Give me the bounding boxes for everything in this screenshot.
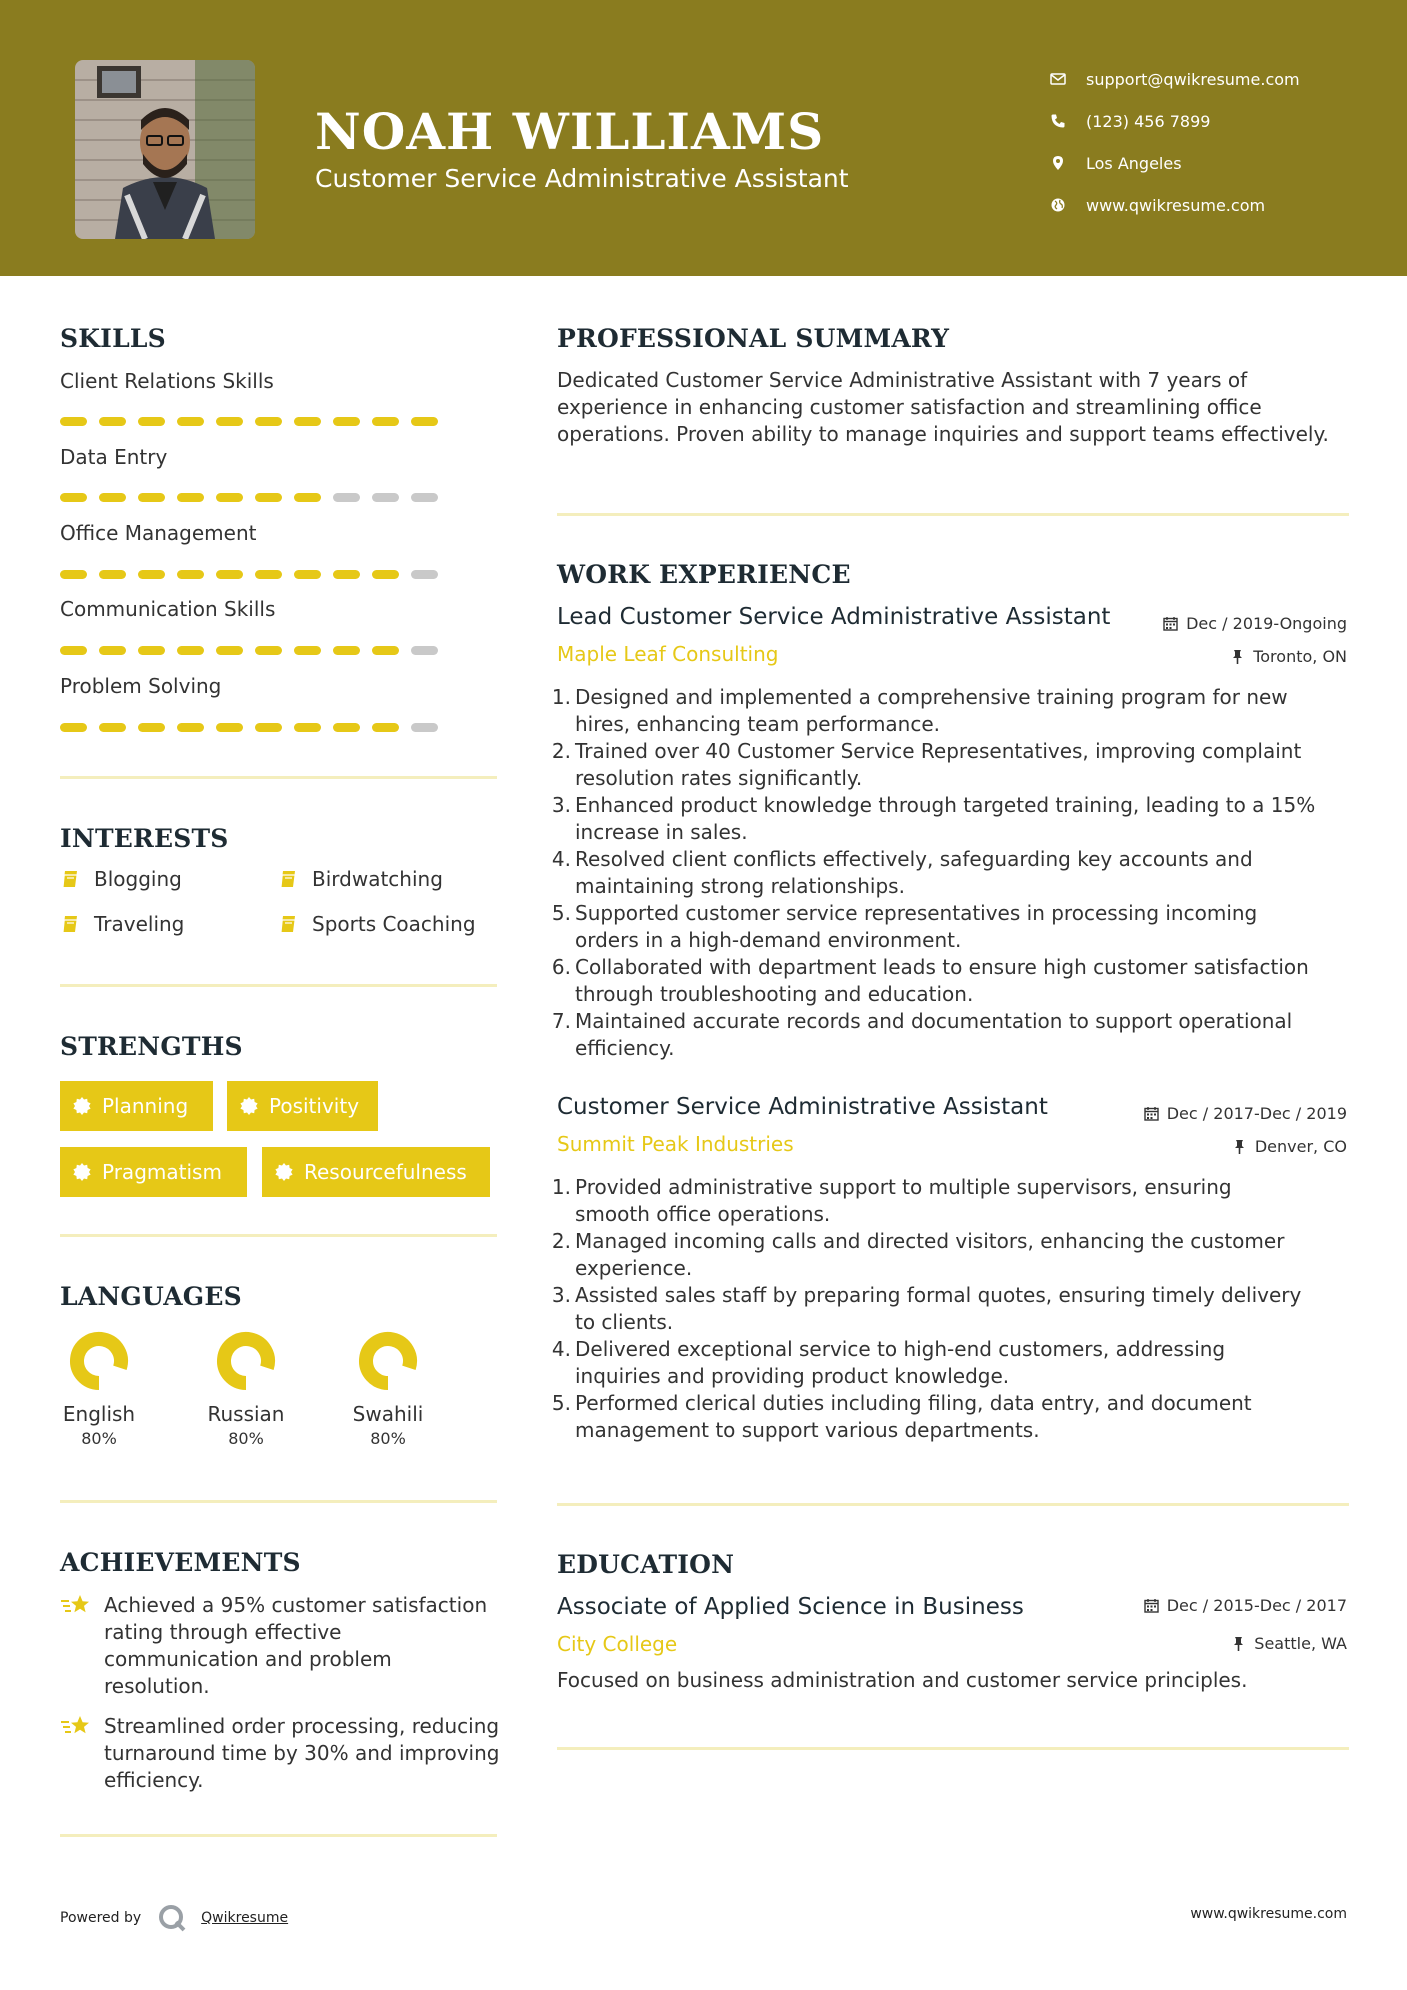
education-dates-text: Dec / 2015-Dec / 2017: [1166, 1596, 1347, 1615]
phone-icon: [1050, 113, 1086, 129]
languages-heading: LANGUAGES: [60, 1282, 242, 1311]
skill-dot-filled: [372, 723, 399, 732]
interest-item: [60, 867, 182, 891]
responsibility-item: 6. Collaborated with department leads to ensure high customer satisfaction through troubleshooting and education.: [551, 955, 1309, 1006]
strength-chip: [60, 1081, 213, 1131]
skill-dot-filled: [216, 723, 243, 732]
skill-dot-filled: [294, 417, 321, 426]
section-divider: [60, 984, 497, 987]
qwikresume-link[interactable]: Qwikresume: [201, 1910, 289, 1926]
language-progress-ring: [68, 1330, 130, 1392]
skill-dot-filled: [372, 646, 399, 655]
language-percent: 80%: [81, 1429, 117, 1448]
skill-dot-filled: [99, 723, 126, 732]
skill-dot-filled: [138, 417, 165, 426]
contact-website-text: www.qwikresume.com: [1086, 195, 1266, 215]
pushpin-icon: [1232, 1139, 1247, 1154]
responsibility-item: 3. Assisted sales staff by preparing formal quotes, ensuring timely delivery to clients.: [551, 1283, 1302, 1334]
job-responsibilities: [551, 684, 1351, 1062]
skill-dot-filled: [60, 493, 87, 502]
responsibility-item: 4. Delivered exceptional service to high-end customers, addressing inquiries and providing product knowledge.: [551, 1337, 1226, 1388]
skill-rating: [60, 570, 450, 579]
responsibility-item: 1. Provided administrative support to multiple supervisors, ensuring smooth office operations.: [551, 1175, 1232, 1226]
skill-dot-filled: [99, 493, 126, 502]
job-responsibilities: [551, 1174, 1351, 1444]
skill-dot-filled: [372, 417, 399, 426]
skill-dot-empty: [411, 570, 438, 579]
strength-label: Planning: [102, 1094, 189, 1118]
skill-dot-filled: [99, 570, 126, 579]
strength-label: Positivity: [269, 1094, 360, 1118]
skill-dot-filled: [138, 646, 165, 655]
achievement-item: [60, 1713, 500, 1794]
responsibility-item: 7. Maintained accurate records and documentation to support operational efficiency.: [551, 1009, 1293, 1060]
interest-item: [278, 867, 443, 891]
contact-list: [1050, 58, 1380, 226]
achievement-text: Streamlined order processing, reducing turnaround time by 30% and improving efficiency.: [104, 1714, 500, 1792]
strength-label: Pragmatism: [102, 1160, 222, 1184]
skill-dot-filled: [138, 723, 165, 732]
profile-photo-image: [75, 60, 255, 239]
job-location: [1230, 647, 1347, 666]
skill-dot-filled: [333, 646, 360, 655]
skill-dot-filled: [60, 417, 87, 426]
globe-icon: [1050, 197, 1086, 213]
skill-dot-filled: [177, 723, 204, 732]
book-icon: [60, 914, 80, 934]
calendar-icon: [1163, 616, 1178, 631]
job-title: Lead Customer Service Administrative Assistant: [557, 604, 1111, 630]
location-pin-icon: [1050, 155, 1086, 171]
job-dates-text: Dec / 2019-Ongoing: [1186, 614, 1347, 633]
responsibility-item: 5. Supported customer service representatives in processing incoming orders in a high-demand environment.: [551, 901, 1258, 952]
section-divider: [60, 1834, 497, 1837]
achievements-heading: ACHIEVEMENTS: [60, 1548, 301, 1577]
badge-icon: [72, 1162, 92, 1182]
language-progress-ring: [357, 1330, 419, 1392]
skill-dot-filled: [177, 417, 204, 426]
company-name: Summit Peak Industries: [557, 1132, 794, 1156]
calendar-icon: [1144, 1598, 1159, 1613]
responsibility-item: 3. Enhanced product knowledge through targeted training, leading to a 15% increase in sales.: [551, 793, 1316, 844]
section-divider: [557, 513, 1349, 516]
language-name: Russian: [207, 1402, 285, 1426]
responsibility-item: 1. Designed and implemented a comprehensive training program for new hires, enhancing team performance.: [551, 685, 1288, 736]
skill-dot-empty: [411, 723, 438, 732]
job-dates-text: Dec / 2017-Dec / 2019: [1166, 1104, 1347, 1123]
job-location-text: Toronto, ON: [1253, 647, 1347, 666]
responsibility-item: 4. Resolved client conflicts effectively, safeguarding key accounts and maintaining strong relationships.: [551, 847, 1253, 898]
skill-dot-filled: [177, 570, 204, 579]
achievement-item: [60, 1592, 500, 1700]
job-location: [1232, 1137, 1347, 1156]
education-location: [1231, 1634, 1347, 1653]
badge-icon: [239, 1096, 259, 1116]
language-progress-arc: [366, 1339, 410, 1383]
strength-chip: [60, 1147, 247, 1197]
interest-label: Birdwatching: [312, 867, 443, 891]
education-description: Focused on business administration and customer service principles.: [557, 1668, 1248, 1692]
degree-title: Associate of Applied Science in Business: [557, 1594, 1024, 1620]
interest-label: Traveling: [94, 912, 185, 936]
language-percent: 80%: [370, 1429, 406, 1448]
contact-website[interactable]: [1050, 184, 1380, 226]
skill-dot-empty: [333, 493, 360, 502]
skills-heading: SKILLS: [60, 324, 166, 353]
achievement-text: Achieved a 95% customer satisfaction rating through effective communication and problem resolution.: [104, 1593, 488, 1698]
skill-dot-filled: [60, 646, 87, 655]
book-icon: [278, 869, 298, 889]
interest-item: [60, 912, 184, 936]
summary-heading: PROFESSIONAL SUMMARY: [557, 324, 950, 353]
pushpin-icon: [1231, 1636, 1246, 1651]
interest-label: Blogging: [94, 867, 182, 891]
strength-chip: [227, 1081, 378, 1131]
responsibility-item: 5. Performed clerical duties including filing, data entry, and document management to support various departments.: [551, 1391, 1252, 1442]
education-dates: [1144, 1596, 1347, 1615]
star-achievement-icon: [60, 1713, 92, 1741]
skill-dot-filled: [294, 493, 321, 502]
education-heading: EDUCATION: [557, 1550, 735, 1579]
book-icon: [278, 914, 298, 934]
skill-dot-filled: [60, 570, 87, 579]
candidate-role: Customer Service Administrative Assistant: [315, 164, 849, 193]
skill-dot-empty: [411, 493, 438, 502]
calendar-icon: [1144, 1106, 1159, 1121]
skill-dot-filled: [138, 493, 165, 502]
profile-photo: [75, 60, 255, 239]
skill-dot-filled: [216, 570, 243, 579]
book-icon: [60, 869, 80, 889]
footer-url[interactable]: www.qwikresume.com: [1190, 1906, 1347, 1922]
contact-phone-text: (123) 456 7899: [1086, 111, 1211, 131]
qwikresume-logo-icon: [157, 1903, 187, 1933]
pushpin-icon: [1230, 649, 1245, 664]
language-progress-arc: [77, 1339, 121, 1383]
experience-heading: WORK EXPERIENCE: [557, 560, 851, 589]
skill-dot-filled: [255, 493, 282, 502]
education-location-text: Seattle, WA: [1254, 1634, 1347, 1653]
skill-dot-empty: [411, 646, 438, 655]
star-achievement-icon: [60, 1592, 92, 1620]
skill-dot-filled: [255, 723, 282, 732]
skill-rating: [60, 723, 450, 732]
badge-icon: [72, 1096, 92, 1116]
skill-dot-filled: [216, 417, 243, 426]
skill-dot-filled: [294, 646, 321, 655]
resume-header: [0, 0, 1407, 276]
job-location-text: Denver, CO: [1254, 1137, 1347, 1156]
skill-dot-filled: [294, 723, 321, 732]
skill-dot-empty: [372, 493, 399, 502]
summary-text: Dedicated Customer Service Administrative Assistant with 7 years of experience in enhancing customer satisfaction and streamlining office operations. Proven ability to manage inquiries and support teams effectively.: [557, 368, 1329, 446]
interests-heading: INTERESTS: [60, 824, 229, 853]
language-name: Swahili: [352, 1402, 424, 1426]
skill-dot-filled: [99, 646, 126, 655]
skill-rating: [60, 493, 450, 502]
language-name: English: [62, 1402, 136, 1426]
skill-dot-filled: [255, 646, 282, 655]
skill-dot-filled: [333, 723, 360, 732]
company-name: Maple Leaf Consulting: [557, 642, 779, 666]
section-divider: [60, 776, 497, 779]
skill-dot-filled: [138, 570, 165, 579]
skill-dot-filled: [177, 646, 204, 655]
skill-name: Office Management: [60, 521, 257, 545]
skill-dot-filled: [60, 723, 87, 732]
skill-dot-filled: [372, 570, 399, 579]
section-divider: [557, 1503, 1349, 1506]
contact-location-text: Los Angeles: [1086, 153, 1182, 173]
language-progress-arc: [224, 1339, 268, 1383]
contact-location: [1050, 142, 1380, 184]
contact-phone[interactable]: [1050, 100, 1380, 142]
job-dates: [1144, 1104, 1347, 1123]
skill-name: Communication Skills: [60, 597, 276, 621]
strength-label: Resourcefulness: [304, 1160, 467, 1184]
skill-name: Client Relations Skills: [60, 369, 274, 393]
section-divider: [60, 1500, 497, 1503]
envelope-icon: [1050, 71, 1086, 87]
powered-by: [60, 1903, 288, 1933]
skill-dot-filled: [255, 570, 282, 579]
skill-name: Data Entry: [60, 445, 168, 469]
language-progress-ring: [215, 1330, 277, 1392]
language-item: [191, 1330, 301, 1448]
candidate-name: NOAH WILLIAMS: [315, 102, 825, 161]
powered-by-label: Powered by: [60, 1910, 142, 1926]
skill-dot-filled: [333, 417, 360, 426]
responsibility-item: 2. Trained over 40 Customer Service Representatives, improving complaint resolution rates significantly.: [551, 739, 1302, 790]
school-name: City College: [557, 1632, 678, 1656]
skill-rating: [60, 646, 450, 655]
section-divider: [60, 1234, 497, 1237]
strength-chip: [262, 1147, 490, 1197]
badge-icon: [274, 1162, 294, 1182]
strengths-heading: STRENGTHS: [60, 1032, 243, 1061]
skill-dot-filled: [216, 493, 243, 502]
language-percent: 80%: [228, 1429, 264, 1448]
skill-dot-filled: [294, 570, 321, 579]
contact-email[interactable]: [1050, 58, 1380, 100]
job-title: Customer Service Administrative Assistant: [557, 1094, 1048, 1120]
contact-email-text: support@qwikresume.com: [1086, 69, 1300, 89]
skill-dot-filled: [99, 417, 126, 426]
interest-label: Sports Coaching: [312, 912, 476, 936]
skill-rating: [60, 417, 450, 426]
skill-dot-filled: [411, 417, 438, 426]
skill-dot-filled: [177, 493, 204, 502]
language-item: [44, 1330, 154, 1448]
job-dates: [1163, 614, 1347, 633]
skill-dot-filled: [216, 646, 243, 655]
skill-dot-filled: [255, 417, 282, 426]
language-item: [333, 1330, 443, 1448]
responsibility-item: 2. Managed incoming calls and directed visitors, enhancing the customer experience.: [551, 1229, 1285, 1280]
skill-name: Problem Solving: [60, 674, 222, 698]
section-divider: [557, 1747, 1349, 1750]
interest-item: [278, 912, 476, 936]
skill-dot-filled: [333, 570, 360, 579]
